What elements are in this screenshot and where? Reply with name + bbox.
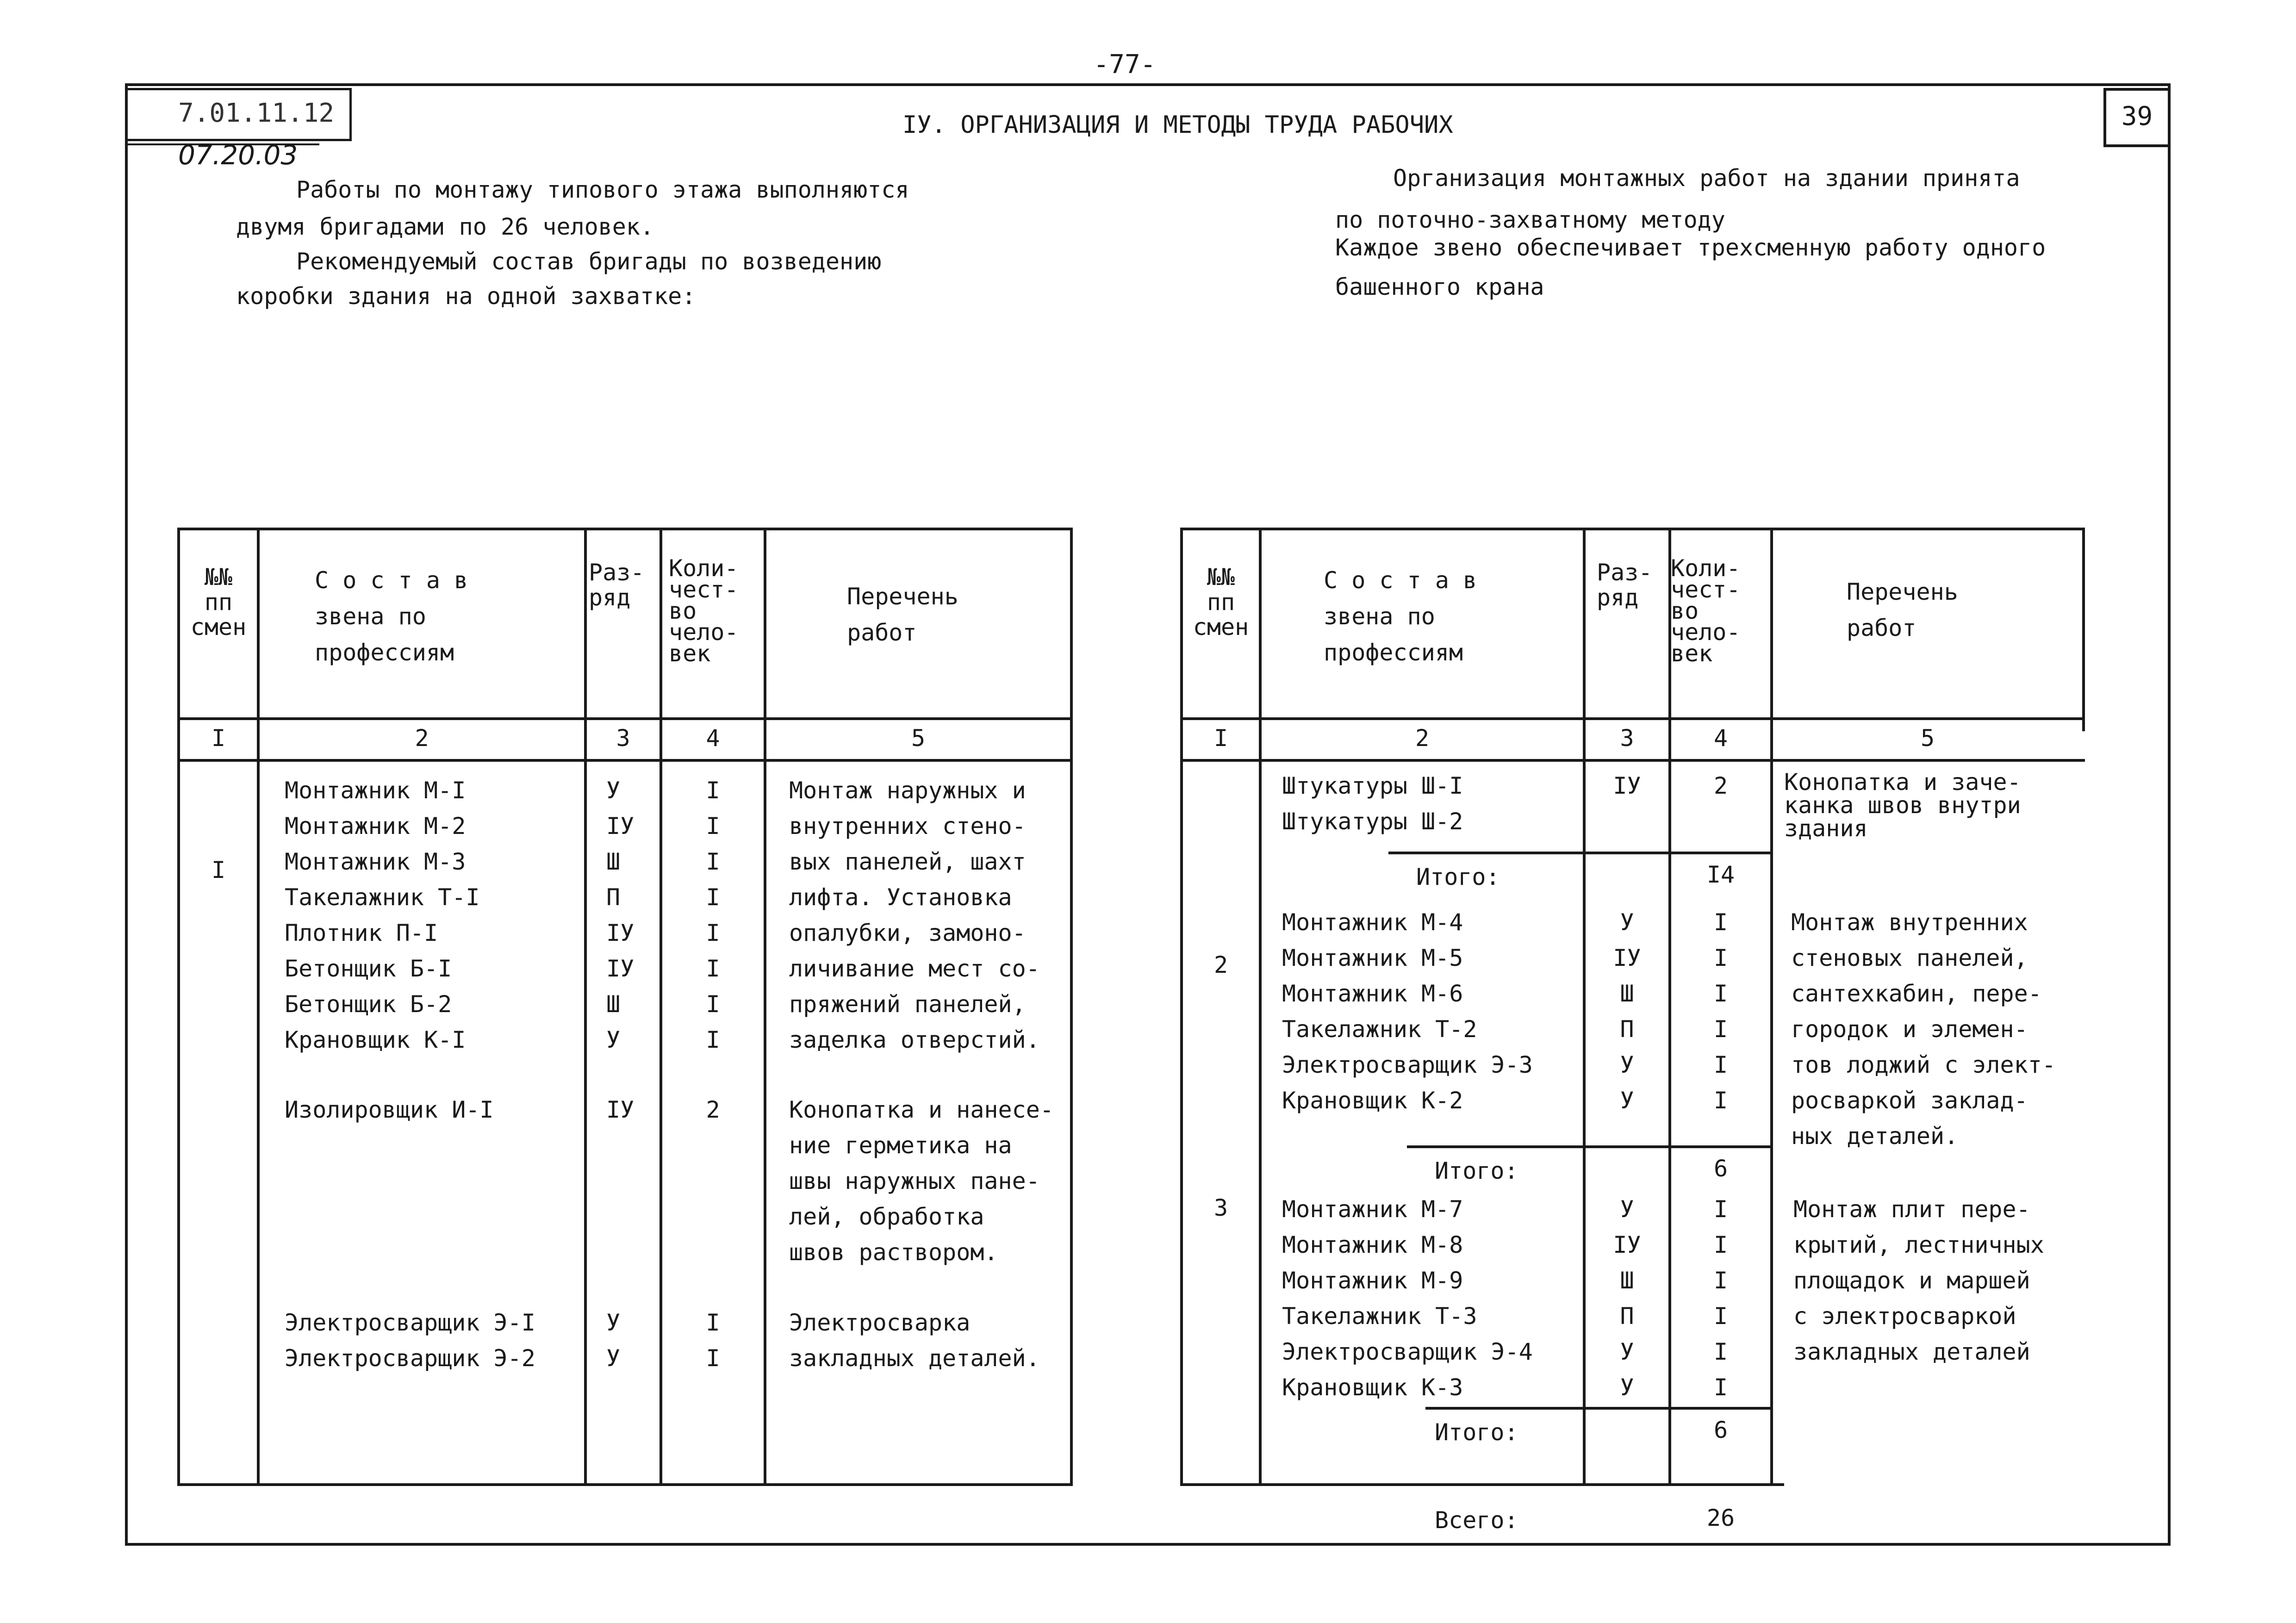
- rt-block0-works: Конопатка и заче- канка швов внутри здания: [1784, 769, 2021, 842]
- lt-header-composition: С о с т а в звена по профессиям: [315, 567, 468, 666]
- lt-group3-workers: Электросварщик Э-I Электросварщик Э-2: [285, 1309, 535, 1372]
- rt-block2-grades: У IУ Ш П У У: [1613, 1196, 1641, 1401]
- rt-shift-2: 2: [1213, 951, 1228, 978]
- intro-left-line-1: Работы по монтажу типового этажа выполняются: [296, 176, 909, 203]
- lt-header-shift: №№ пп смен: [190, 564, 247, 640]
- rt-header-count: Коли- чест- во чело- век: [1671, 555, 1741, 667]
- intro-right-line-3: Каждое звено обеспечивает трехсменную работу одного: [1335, 234, 2046, 261]
- lt-group3-grades: У У: [606, 1309, 621, 1372]
- intro-left-line-2: двумя бригадами по 26 человек.: [236, 213, 654, 240]
- lt-colnum-4: 4: [706, 725, 720, 752]
- rt-grand-total-label: Всего:: [1435, 1507, 1518, 1534]
- rt-block1-counts: I I I I I I: [1713, 909, 1728, 1114]
- rt-block2-workers: Монтажник М-7 Монтажник М-8 Монтажник М-9 Такелажник Т-3 Электросварщик Э-4 Крановщик К-3: [1282, 1196, 1533, 1401]
- lt-group2-workers: Изолировщик И-I: [285, 1096, 494, 1123]
- rt-block2-total-value: 6: [1713, 1417, 1728, 1443]
- rt-block1-workers: Монтажник М-4 Монтажник М-5 Монтажник М-6 Такелажник Т-2 Электросварщик Э-3 Крановщик К-2: [1282, 909, 1533, 1114]
- lt-colnum-2: 2: [415, 725, 429, 752]
- rt-block2-works: Монтаж плит пере- крытий, лестничных площадок и маршей с электросваркой закладных деталей: [1793, 1196, 2044, 1365]
- intro-left-line-4: коробки здания на одной захватке:: [236, 283, 696, 310]
- doc-code-handwritten: 07.20.03: [178, 139, 298, 171]
- intro-right-line-2: по поточно-захватному методу: [1335, 206, 1725, 233]
- rt-header-grade: Раз- ряд: [1597, 559, 1653, 611]
- lt-group2-grades: IУ: [606, 1096, 635, 1123]
- rt-block1-total-label: Итого:: [1435, 1157, 1518, 1184]
- lt-header-grade: Раз- ряд: [589, 559, 645, 611]
- section-title: IУ. ОРГАНИЗАЦИЯ И МЕТОДЫ ТРУДА РАБОЧИХ: [902, 111, 1453, 139]
- rt-colnum-3: 3: [1620, 725, 1634, 752]
- lt-colnum-3: 3: [616, 725, 630, 752]
- rt-header-shift: №№ пп смен: [1193, 564, 1249, 640]
- rt-grand-total-value: 26: [1706, 1505, 1735, 1531]
- rt-header-composition: С о с т а в звена по профессиям: [1324, 567, 1477, 666]
- lt-group1-works: Монтаж наружных и внутренних стено- вых панелей, шахт лифта. Установка опалубки, замоно- личивание мест со- пряжений панелей, заделка отверстий.: [789, 777, 1040, 1053]
- rt-colnum-1: I: [1213, 725, 1228, 752]
- lt-group1-counts: I I I I I I I I: [706, 777, 720, 1053]
- intro-right-line-4: башенного крана: [1335, 274, 1544, 300]
- rt-colnum-2: 2: [1415, 725, 1430, 752]
- lt-group1-workers: Монтажник М-I Монтажник М-2 Монтажник М-3 Такелажник Т-I Плотник П-I Бетонщик Б-I Бетонщик Б-2 Крановщик К-I: [285, 777, 480, 1053]
- rt-colnum-5: 5: [1920, 725, 1935, 752]
- doc-code: 7.01.11.12: [178, 98, 335, 128]
- lt-shift-number: I: [211, 857, 226, 883]
- rt-block0-total-label: Итого:: [1416, 864, 1500, 890]
- sheet-number: 39: [2121, 101, 2153, 131]
- rt-block1-works: Монтаж внутренних стеновых панелей, сантехкабин, пере- городок и элемен- тов лоджий с элект- росваркой заклад- ных деталей.: [1791, 909, 2056, 1150]
- rt-header-works: Перечень работ: [1847, 578, 1958, 641]
- rt-block0-grades: IУ: [1613, 772, 1641, 799]
- rt-block0-workers: Штукатуры Ш-I Штукатуры Ш-2: [1282, 772, 1463, 835]
- lt-colnum-5: 5: [911, 725, 926, 752]
- lt-group2-works: Конопатка и нанесе- ние герметика на швы наружных пане- лей, обработка швов раствором.: [789, 1096, 1054, 1266]
- rt-block2-counts: I I I I I I: [1713, 1196, 1728, 1401]
- lt-group3-works: Электросварка закладных деталей.: [789, 1309, 1040, 1372]
- intro-left-line-3: Рекомендуемый состав бригады по возведению: [296, 248, 882, 275]
- intro-right-line-1: Организация монтажных работ на здании принята: [1393, 165, 2020, 192]
- rt-block1-total-value: 6: [1713, 1155, 1728, 1182]
- rt-shift-3: 3: [1213, 1194, 1228, 1221]
- rt-block0-total-value: I4: [1706, 861, 1735, 888]
- lt-header-works: Перечень работ: [847, 583, 958, 646]
- rt-block0-counts: 2: [1713, 772, 1728, 799]
- lt-group3-counts: I I: [706, 1309, 720, 1372]
- lt-group1-grades: У IУ Ш П IУ IУ Ш У: [606, 777, 635, 1053]
- lt-colnum-1: I: [211, 725, 226, 752]
- rt-colnum-4: 4: [1713, 725, 1728, 752]
- page-number-top: -77-: [1093, 50, 1156, 80]
- lt-header-count: Коли- чест- во чело- век: [669, 555, 739, 667]
- lt-group2-counts: 2: [706, 1096, 720, 1123]
- rt-block1-grades: У IУ Ш П У У: [1613, 909, 1641, 1114]
- rt-block2-total-label: Итого:: [1435, 1419, 1518, 1446]
